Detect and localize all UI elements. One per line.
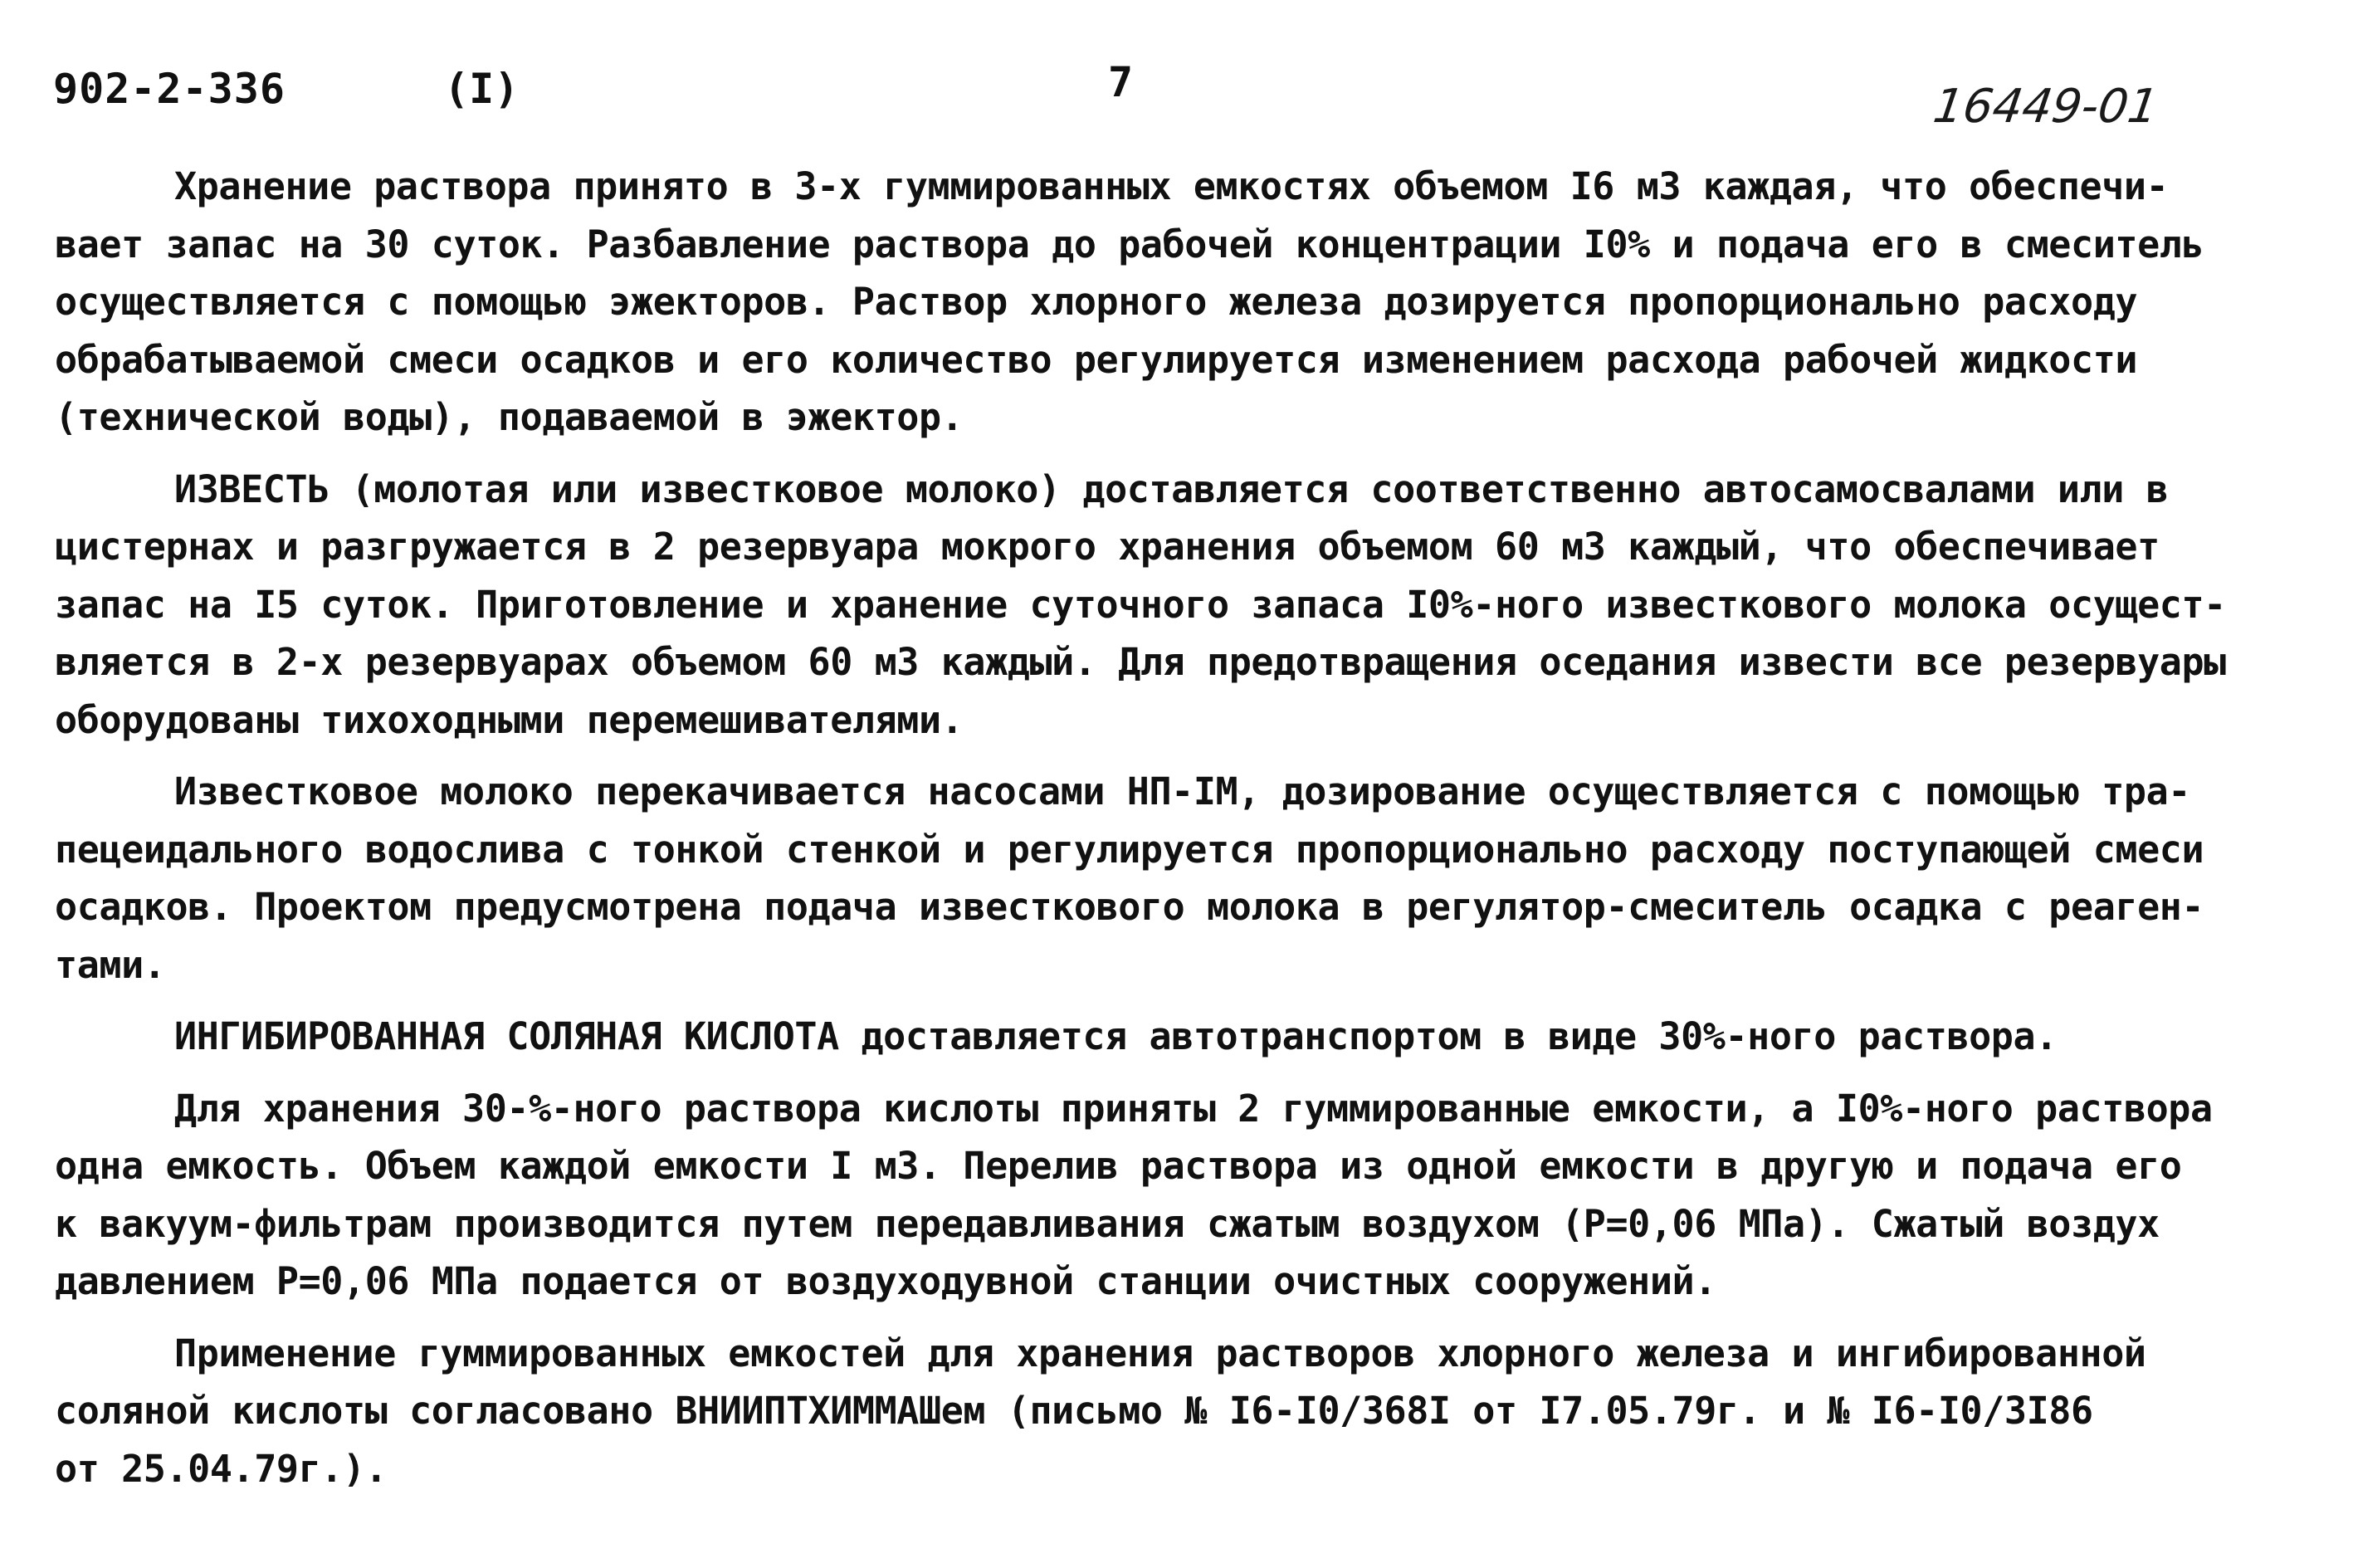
paragraph-lime xyxy=(55,461,2312,750)
text-line: запас на I5 суток. Приготовление и хранение суточного запаса I0%-ного известкового молока осущест- xyxy=(55,582,2226,627)
page-header xyxy=(0,0,2353,158)
text-line: от 25.04.79г.). xyxy=(55,1446,388,1491)
text-line: пецеидального водослива с тонкой стенкой и регулируется пропорционально расходу поступающей смеси xyxy=(55,827,2204,872)
text-line: Известковое молоко перекачивается насосами НП-IМ, дозирование осуществляется с помощью тра- xyxy=(174,769,2190,813)
text-line: вляется в 2-х резервуарах объемом 60 м3 каждый. Для предотвращения оседания извести все резервуары xyxy=(55,640,2226,684)
paragraph-acid-storage xyxy=(55,1080,2312,1311)
text-line: Применение гуммированных емкостей для хранения растворов хлорного железа и ингибированной xyxy=(174,1331,2146,1375)
document-part: (I) xyxy=(444,65,520,113)
document-code: 902-2-336 xyxy=(53,65,286,113)
text-line: (технической воды), подаваемой в эжектор. xyxy=(55,395,964,439)
page-number: 7 xyxy=(1108,58,1134,106)
paragraph-approval xyxy=(55,1325,2312,1498)
text-line: обрабатываемой смеси осадков и его количество регулируется изменением расхода рабочей жидкости xyxy=(55,337,2138,382)
text-line: давлением Р=0,06 МПа подается от воздуходувной станции очистных сооружений. xyxy=(55,1259,1716,1303)
paragraph-iron-chloride-storage xyxy=(55,158,2312,447)
text-line: соляной кислоты согласовано ВНИИПТХИММАШем (письмо № I6-I0/368I от I7.05.79г. и № I6-I0/3I86 xyxy=(55,1389,2093,1433)
paragraph-hydrochloric-acid xyxy=(55,1008,2312,1066)
text-line: осадков. Проектом предусмотрена подача известкового молока в регулятор-смеситель осадка с реаген- xyxy=(55,885,2204,929)
text-line: ИНГИБИРОВАННАЯ СОЛЯНАЯ КИСЛОТА доставляется автотранспортом в виде 30%-ного раствора. xyxy=(174,1014,2058,1058)
document-body xyxy=(55,158,2312,1512)
text-line: тами. xyxy=(55,942,166,987)
text-line: вает запас на 30 суток. Разбавление раствора до рабочей концентрации I0% и подача его в смеситель xyxy=(55,222,2204,266)
text-line: осуществляется с помощью эжекторов. Раствор хлорного железа дозируется пропорционально расходу xyxy=(55,280,2138,324)
text-line: к вакуум-фильтрам производится путем передавливания сжатым воздухом (Р=0,06 МПа). Сжатый воздух xyxy=(55,1201,2160,1246)
text-line: Хранение раствора принято в 3-х гуммированных емкостях объемом I6 м3 каждая, что обеспечи- xyxy=(174,164,2169,208)
text-line: одна емкость. Объем каждой емкости I м3. Перелив раствора из одной емкости в другую и подача его xyxy=(55,1144,2182,1188)
text-line: ИЗВЕСТЬ (молотая или известковое молоко) доставляется соответственно автосамосвалами или в xyxy=(174,466,2169,511)
handwritten-stamp-number: 16449-01 xyxy=(1930,80,2162,134)
text-line: цистернах и разгружается в 2 резервуара мокрого хранения объемом 60 м3 каждый, что обеспечивает xyxy=(55,525,2160,569)
text-line: Для хранения 30-%-ного раствора кислоты приняты 2 гуммированные емкости, а I0%-ного раствора xyxy=(174,1086,2213,1131)
paragraph-lime-milk-pumping xyxy=(55,763,2312,994)
text-line: оборудованы тихоходными перемешивателями. xyxy=(55,697,964,742)
